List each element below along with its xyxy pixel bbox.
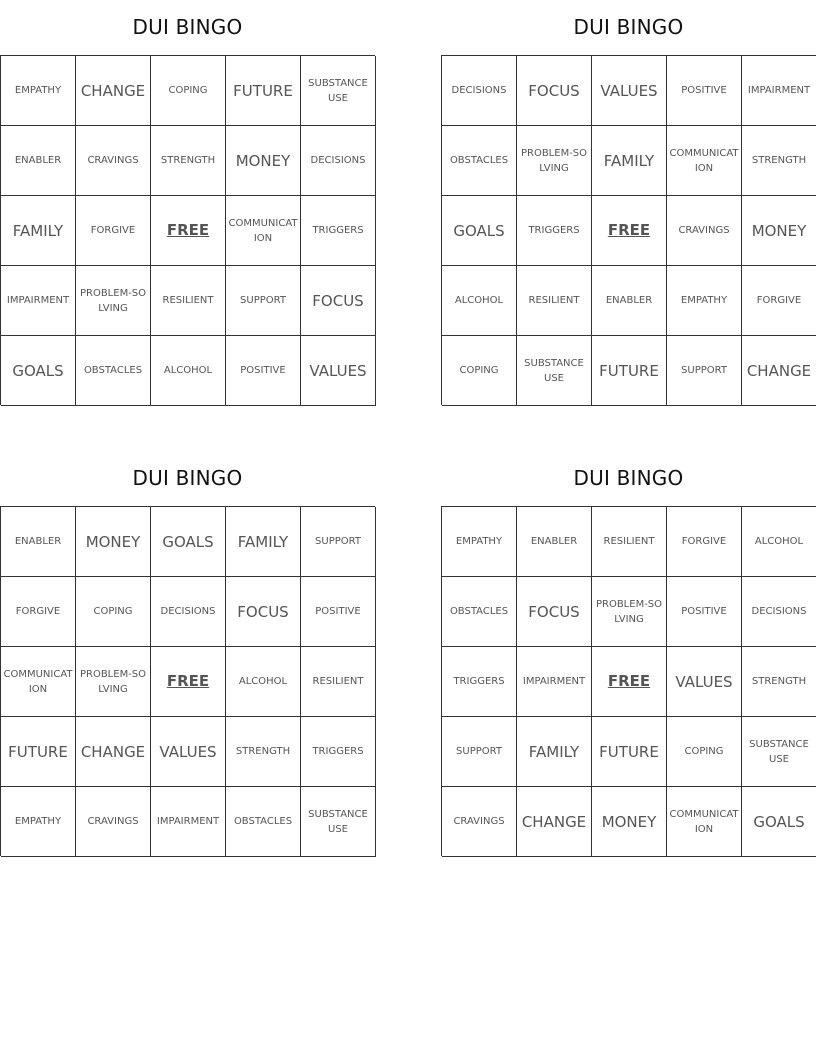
bingo-cell: VALUES (151, 717, 226, 787)
free-space-cell: FREE (592, 647, 667, 717)
bingo-cell: MONEY (76, 507, 151, 577)
bingo-cell: VALUES (667, 647, 742, 717)
bingo-cell: IMPAIRMENT (151, 787, 226, 857)
bingo-card-4 (441, 461, 816, 856)
bingo-cell: GOALS (1, 336, 76, 406)
free-space-cell: FREE (592, 196, 667, 266)
bingo-cell: FAMILY (1, 196, 76, 266)
bingo-cell: SUBSTANCE USE (517, 336, 592, 406)
bingo-cell: FORGIVE (742, 266, 816, 336)
card-title: DUI BINGO (573, 466, 684, 490)
bingo-cell: COPING (667, 717, 742, 787)
bingo-cell: RESILIENT (517, 266, 592, 336)
bingo-grid (0, 506, 375, 856)
bingo-cell: STRENGTH (742, 126, 816, 196)
bingo-cell: SUBSTANCE USE (301, 56, 376, 126)
bingo-cell: RESILIENT (592, 507, 667, 577)
bingo-cell: CRAVINGS (442, 787, 517, 857)
bingo-cell: GOALS (442, 196, 517, 266)
bingo-cell: EMPATHY (667, 266, 742, 336)
bingo-cell: ENABLER (517, 507, 592, 577)
bingo-cell: VALUES (301, 336, 376, 406)
bingo-cell: MONEY (226, 126, 301, 196)
bingo-cell: SUPPORT (301, 507, 376, 577)
card-title: DUI BINGO (132, 466, 243, 490)
bingo-cell: FUTURE (592, 336, 667, 406)
bingo-cell: RESILIENT (151, 266, 226, 336)
bingo-cell: SUBSTANCE USE (742, 717, 816, 787)
bingo-cell: ENABLER (592, 266, 667, 336)
bingo-cell: ALCOHOL (226, 647, 301, 717)
bingo-cell: FAMILY (226, 507, 301, 577)
bingo-grid (441, 506, 816, 856)
bingo-cell: FORGIVE (76, 196, 151, 266)
bingo-cell: SUBSTANCE USE (301, 787, 376, 857)
bingo-cell: TRIGGERS (442, 647, 517, 717)
bingo-card-3 (0, 461, 375, 856)
bingo-cell: COMMUNICATION (1, 647, 76, 717)
bingo-cell: PROBLEM-SOLVING (76, 647, 151, 717)
bingo-cell: GOALS (151, 507, 226, 577)
bingo-cell: SUPPORT (226, 266, 301, 336)
bingo-cell: COMMUNICATION (667, 126, 742, 196)
free-space-cell: FREE (151, 647, 226, 717)
bingo-cell: STRENGTH (226, 717, 301, 787)
bingo-cell: IMPAIRMENT (517, 647, 592, 717)
bingo-cell: COPING (442, 336, 517, 406)
bingo-cell: FUTURE (1, 717, 76, 787)
bingo-cell: VALUES (592, 56, 667, 126)
bingo-cell: FORGIVE (1, 577, 76, 647)
bingo-cell: SUPPORT (442, 717, 517, 787)
bingo-cell: COMMUNICATION (226, 196, 301, 266)
bingo-cell: ENABLER (1, 126, 76, 196)
bingo-cell: FUTURE (226, 56, 301, 126)
bingo-cell: CRAVINGS (76, 787, 151, 857)
bingo-cell: TRIGGERS (301, 717, 376, 787)
bingo-card-2 (441, 10, 816, 405)
bingo-cell: MONEY (592, 787, 667, 857)
bingo-cell: POSITIVE (667, 56, 742, 126)
card-title: DUI BINGO (573, 15, 684, 39)
bingo-cell: STRENGTH (742, 647, 816, 717)
bingo-cell: IMPAIRMENT (742, 56, 816, 126)
bingo-cell: SUPPORT (667, 336, 742, 406)
bingo-cell: CHANGE (742, 336, 816, 406)
bingo-cell: RESILIENT (301, 647, 376, 717)
bingo-cell: OBSTACLES (76, 336, 151, 406)
bingo-cell: CRAVINGS (76, 126, 151, 196)
bingo-cell: POSITIVE (667, 577, 742, 647)
bingo-cell: PROBLEM-SOLVING (76, 266, 151, 336)
bingo-cell: CRAVINGS (667, 196, 742, 266)
bingo-cell: ALCOHOL (742, 507, 816, 577)
bingo-cell: FORGIVE (667, 507, 742, 577)
bingo-cell: POSITIVE (226, 336, 301, 406)
bingo-cell: DECISIONS (151, 577, 226, 647)
bingo-cell: FOCUS (226, 577, 301, 647)
bingo-cell: FAMILY (517, 717, 592, 787)
bingo-cell: COMMUNICATION (667, 787, 742, 857)
bingo-cell: GOALS (742, 787, 816, 857)
card-title: DUI BINGO (132, 15, 243, 39)
bingo-cell: EMPATHY (442, 507, 517, 577)
bingo-cell: FOCUS (517, 56, 592, 126)
bingo-grid (0, 55, 375, 405)
bingo-cell: CHANGE (517, 787, 592, 857)
bingo-cell: CHANGE (76, 56, 151, 126)
bingo-cell: COPING (76, 577, 151, 647)
bingo-cell: PROBLEM-SOLVING (592, 577, 667, 647)
bingo-cell: POSITIVE (301, 577, 376, 647)
bingo-cell: PROBLEM-SOLVING (517, 126, 592, 196)
bingo-cell: ENABLER (1, 507, 76, 577)
bingo-cell: TRIGGERS (301, 196, 376, 266)
bingo-card-1 (0, 10, 375, 405)
bingo-cell: FOCUS (517, 577, 592, 647)
bingo-cell: EMPATHY (1, 787, 76, 857)
bingo-cell: ALCOHOL (151, 336, 226, 406)
bingo-cell: IMPAIRMENT (1, 266, 76, 336)
bingo-cell: DECISIONS (301, 126, 376, 196)
bingo-cell: DECISIONS (442, 56, 517, 126)
bingo-cell: CHANGE (76, 717, 151, 787)
bingo-cell: OBSTACLES (442, 577, 517, 647)
bingo-cell: FUTURE (592, 717, 667, 787)
bingo-cell: ALCOHOL (442, 266, 517, 336)
bingo-grid (441, 55, 816, 405)
bingo-cell: MONEY (742, 196, 816, 266)
bingo-cell: OBSTACLES (226, 787, 301, 857)
bingo-cell: FAMILY (592, 126, 667, 196)
bingo-cell: TRIGGERS (517, 196, 592, 266)
bingo-cell: STRENGTH (151, 126, 226, 196)
bingo-cell: DECISIONS (742, 577, 816, 647)
free-space-cell: FREE (151, 196, 226, 266)
bingo-cell: COPING (151, 56, 226, 126)
bingo-cell: OBSTACLES (442, 126, 517, 196)
bingo-cell: FOCUS (301, 266, 376, 336)
bingo-cell: EMPATHY (1, 56, 76, 126)
